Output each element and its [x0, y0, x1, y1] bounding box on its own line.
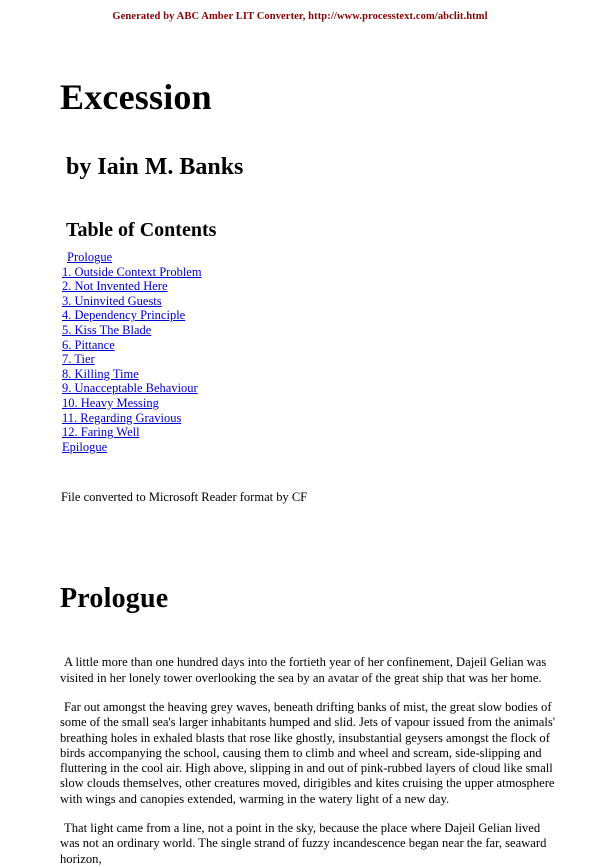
table-of-contents-list — [62, 250, 560, 454]
toc-link-chapter-9[interactable]: 9. Unacceptable Behaviour — [62, 381, 198, 396]
document-content — [0, 76, 600, 867]
body-paragraph: Far out amongst the heaving grey waves, beneath drifting banks of mist, the great slow bodies of some of the small sea's larger inhabitants humped and slid. Jets of vapour issued from the animals' breathing holes in exhaled blasts that rose like ghostly, insubstantial geysers amongst the flock of birds accompanying the school, causing them to climb and wheel and scream, side-slipping and fluttering in the cool air. High above, slipping in and out of pink-rubbed layers of cloud like small slow clouds themselves, other creatures moved, dirigibles and kites cruising the upper atmosphere with wings and canopies extended, warming in the watery light of a new day. — [60, 699, 556, 806]
toc-link-chapter-4[interactable]: 4. Dependency Principle — [62, 308, 186, 323]
converter-banner: Generated by ABC Amber LIT Converter, http://www.processtext.com/abclit.html — [112, 11, 488, 22]
toc-item — [62, 265, 560, 280]
toc-link-chapter-5[interactable]: 5. Kiss The Blade — [62, 322, 152, 337]
toc-item — [62, 352, 560, 367]
toc-item — [62, 279, 560, 294]
toc-item — [62, 338, 560, 353]
toc-item — [62, 308, 560, 323]
toc-link-chapter-11[interactable]: 11. Regarding Gravious — [62, 410, 182, 425]
toc-item — [62, 367, 560, 382]
book-author: by Iain M. Banks — [66, 154, 244, 180]
chapter-title: Prologue — [60, 583, 169, 615]
toc-item — [62, 396, 560, 411]
toc-link-chapter-2[interactable]: 2. Not Invented Here — [62, 279, 168, 294]
table-of-contents-heading: Table of Contents — [66, 219, 217, 241]
toc-item — [62, 294, 560, 309]
toc-link-chapter-1[interactable]: 1. Outside Context Problem — [62, 264, 202, 279]
body-paragraph: A little more than one hundred days into the fortieth year of her confinement, Dajeil Gelian was visited in her lonely tower overlooking the sea by an avatar of the great ship that was her home. — [60, 655, 547, 685]
toc-item — [62, 250, 560, 265]
toc-link-chapter-8[interactable]: 8. Killing Time — [62, 366, 139, 381]
toc-item — [62, 381, 560, 396]
toc-item — [62, 323, 560, 338]
toc-item — [62, 411, 560, 426]
toc-link-prologue[interactable]: Prologue — [67, 250, 113, 264]
body-paragraph: That light came from a line, not a point in the sky, because the place where Dajeil Gelian lived was not an ordinary world. The single strand of fuzzy incandescence began near the far, seaward horizon, — [60, 820, 547, 866]
toc-link-epilogue[interactable]: Epilogue — [62, 439, 108, 454]
conversion-note: File converted to Microsoft Reader format by CF — [61, 490, 308, 505]
toc-link-chapter-3[interactable]: 3. Uninvited Guests — [62, 293, 162, 308]
toc-link-chapter-12[interactable]: 12. Faring Well — [62, 425, 140, 440]
toc-item — [62, 425, 560, 440]
book-title: Excession — [60, 77, 212, 117]
toc-link-chapter-10[interactable]: 10. Heavy Messing — [62, 395, 159, 410]
toc-link-chapter-7[interactable]: 7. Tier — [62, 352, 95, 367]
toc-link-chapter-6[interactable]: 6. Pittance — [62, 337, 115, 352]
toc-item — [62, 440, 560, 455]
